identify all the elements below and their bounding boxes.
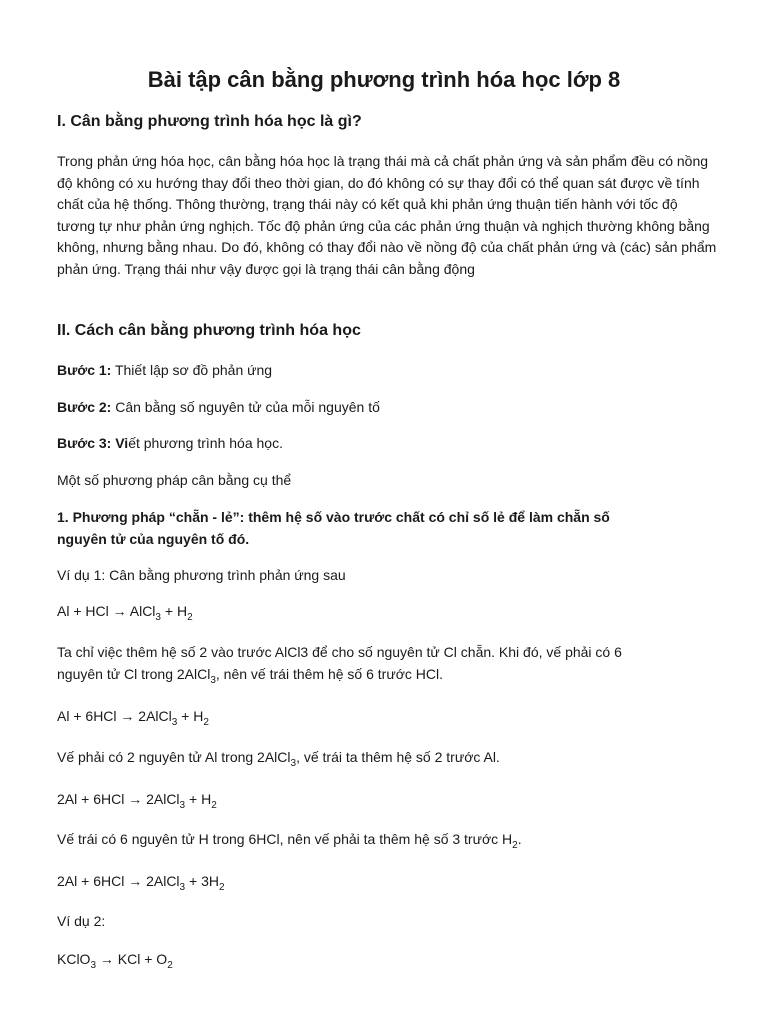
- step-3: [57, 434, 283, 452]
- subscript: 3: [290, 758, 297, 769]
- subscript: 2: [218, 882, 225, 893]
- explanation-part: Vế trái có 6 nguyên tử H trong 6HCl, nên vế phải ta thêm hệ số 3 trước H: [57, 831, 513, 847]
- equation-5: [57, 950, 173, 971]
- methods-intro: Một số phương pháp cân bằng cụ thể: [57, 472, 292, 488]
- equation-2-part: Al + 6HCl → 2AlCl: [57, 708, 172, 724]
- equation-4-part: + 3H: [185, 873, 219, 889]
- subscript: 2: [167, 960, 173, 971]
- explanation-2: [57, 748, 500, 769]
- method-1-line-2: nguyên tử của nguyên tố đó.: [57, 531, 250, 547]
- step-3-text: ết phương trình hóa học.: [128, 435, 283, 451]
- equation-3: [57, 790, 217, 811]
- subscript: 3: [179, 800, 186, 811]
- section-2-heading: II. Cách cân bằng phương trình hóa học: [57, 322, 361, 339]
- equation-2-part: + H: [177, 708, 204, 724]
- equation-3-part: 2Al + 6HCl → 2AlCl: [57, 791, 180, 807]
- explanation-1-line-1: Ta chỉ việc thêm hệ số 2 vào trước AlCl3 để cho số nguyên tử Cl chẵn. Khi đó, vế phải có 6: [57, 644, 622, 660]
- equation-1: [57, 602, 193, 623]
- subscript: 2: [512, 840, 518, 851]
- equation-4-part: 2Al + 6HCl → 2AlCl: [57, 873, 180, 889]
- equation-1-part: + H: [160, 603, 188, 619]
- step-1-label: Bước 1:: [57, 362, 112, 378]
- subscript: 2: [211, 800, 217, 811]
- section-1-heading: I. Cân bằng phương trình hóa học là gì?: [57, 113, 362, 130]
- step-3-label: Bước 3: Vi: [57, 435, 129, 451]
- example-1-label: Ví dụ 1: Cân bằng phương trình phản ứng sau: [57, 567, 346, 583]
- subscript: 3: [210, 675, 216, 686]
- subscript: 2: [203, 717, 209, 728]
- step-2: [57, 398, 380, 416]
- step-2-label: Bước 2:: [57, 399, 112, 415]
- equation-5-part: KClO: [57, 951, 91, 967]
- subscript: 2: [187, 612, 193, 623]
- subscript: 3: [90, 960, 97, 971]
- explanation-part: .: [517, 831, 522, 847]
- explanation-1-line-2: [57, 665, 443, 686]
- example-2-label: Ví dụ 2:: [57, 913, 106, 929]
- explanation-part: , vế trái ta thêm hệ số 2 trước Al.: [296, 749, 500, 765]
- explanation-part: nguyên tử Cl trong 2AlCl: [57, 666, 211, 682]
- explanation-3: [57, 830, 522, 851]
- equation-5-part: → KCl + O: [96, 951, 168, 967]
- section-1-paragraph: Trong phản ứng hóa học, cân bằng hóa học là trạng thái mà cả chất phản ứng và sản phẩm đều có nồng độ không có xu hướng thay đổi theo thời gian, do đó không có sự thay đổi có thể quan sát được về tính chất của hệ thống. Thông thường, trạng thái này có kết quả khi phản ứng thuận tiến hành với tốc độ tương tự như phản ứng nghịch. Tốc độ phản ứng của các phản ứng thuận và nghịch thường không bằng không, nhưng bằng nhau. Do đó, không có thay đổi nào về nồng độ của chất phản ứng và (các) sản phẩm phản ứng. Trạng thái như vậy được gọi là trạng thái cân bằng động: [57, 153, 717, 277]
- method-1-line-1: 1. Phương pháp “chẵn - lẻ”: thêm hệ số vào trước chất có chỉ số lẻ để làm chẵn số: [57, 509, 610, 525]
- step-1-text: Thiết lập sơ đồ phản ứng: [111, 362, 273, 378]
- explanation-part: Vế phải có 2 nguyên tử Al trong 2AlCl: [57, 749, 291, 765]
- equation-1-part: Al + HCl → AlCl: [57, 603, 156, 619]
- subscript: 3: [155, 612, 161, 623]
- step-1: [57, 361, 272, 379]
- subscript: 3: [171, 717, 178, 728]
- subscript: 3: [179, 882, 186, 893]
- page-title: Bài tập cân bằng phương trình hóa học lớp 8: [147, 67, 621, 92]
- equation-4: [57, 872, 225, 893]
- equation-3-part: + H: [185, 791, 212, 807]
- explanation-part: , nên vế trái thêm hệ số 6 trước HCl.: [215, 666, 443, 682]
- equation-2: [57, 707, 209, 728]
- step-2-text: Cân bằng số nguyên tử của mỗi nguyên tố: [111, 399, 380, 415]
